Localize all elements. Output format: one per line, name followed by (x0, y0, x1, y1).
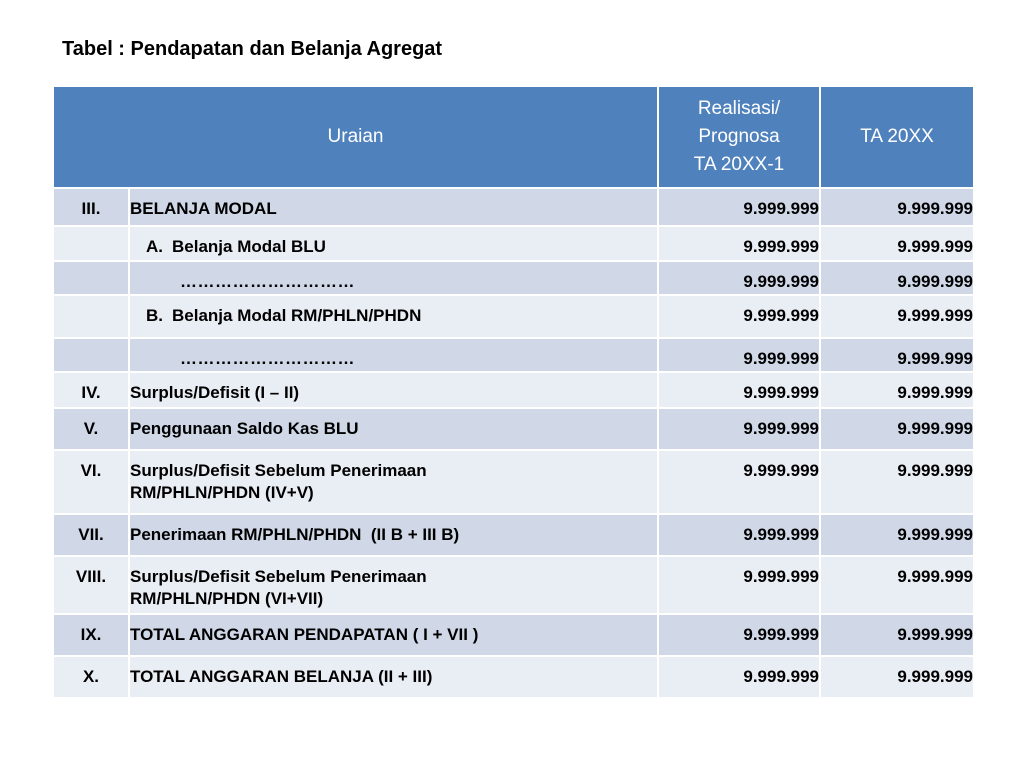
row-ta: 9.999.999 (820, 226, 974, 261)
row-number (53, 261, 129, 295)
row-label: Surplus/Defisit (I – II) (129, 372, 658, 408)
row-number: VII. (53, 514, 129, 556)
row-ta: 9.999.999 (820, 261, 974, 295)
row-realisasi: 9.999.999 (658, 338, 820, 372)
row-ta: 9.999.999 (820, 408, 974, 450)
row-sub-marker: B. (146, 306, 163, 325)
row-label: TOTAL ANGGARAN PENDAPATAN ( I + VII ) (129, 614, 658, 656)
row-label: TOTAL ANGGARAN BELANJA (II + III) (129, 656, 658, 698)
header-realisasi-line1: Realisasi/ (697, 98, 781, 119)
header-ta: TA 20XX (820, 86, 974, 188)
row-number: IX. (53, 614, 129, 656)
row-sub-marker: A. (146, 237, 163, 256)
row-number: III. (53, 188, 129, 226)
table-row (53, 556, 974, 614)
row-number (53, 295, 129, 338)
row-ta: 9.999.999 (820, 372, 974, 408)
page-title: Tabel : Pendapatan dan Belanja Agregat (62, 38, 443, 60)
row-label (129, 295, 658, 338)
row-label-line1: Surplus/Defisit Sebelum Penerimaan (130, 567, 427, 586)
table-row (53, 372, 974, 408)
row-label-line2: RM/PHLN/PHDN (VI+VII) (130, 589, 324, 608)
table-row (53, 408, 974, 450)
row-realisasi: 9.999.999 (658, 188, 820, 226)
header-uraian: Uraian (53, 86, 658, 188)
row-realisasi: 9.999.999 (658, 514, 820, 556)
row-number (53, 226, 129, 261)
row-label-text: Belanja Modal RM/PHLN/PHDN (172, 306, 422, 325)
row-label-text: Belanja Modal BLU (172, 237, 326, 256)
row-ta: 9.999.999 (820, 556, 974, 614)
table-row (53, 295, 974, 338)
row-label: Penerimaan RM/PHLN/PHDN (II B + III B) (129, 514, 658, 556)
row-realisasi: 9.999.999 (658, 226, 820, 261)
row-ta: 9.999.999 (820, 450, 974, 514)
row-realisasi: 9.999.999 (658, 614, 820, 656)
table-header-row (53, 86, 974, 188)
header-realisasi (658, 86, 820, 188)
row-ta: 9.999.999 (820, 188, 974, 226)
row-label: BELANJA MODAL (129, 188, 658, 226)
row-label: ………………………… (129, 261, 658, 295)
row-number: IV. (53, 372, 129, 408)
row-ta: 9.999.999 (820, 338, 974, 372)
row-label (129, 556, 658, 614)
aggregate-table (52, 85, 975, 699)
row-ta: 9.999.999 (820, 514, 974, 556)
row-number: X. (53, 656, 129, 698)
table-row (53, 614, 974, 656)
row-number: V. (53, 408, 129, 450)
row-number: VIII. (53, 556, 129, 614)
table-row (53, 656, 974, 698)
row-ta: 9.999.999 (820, 656, 974, 698)
row-realisasi: 9.999.999 (658, 656, 820, 698)
header-realisasi-line3: TA 20XX-1 (693, 154, 785, 175)
table-row (53, 261, 974, 295)
row-realisasi: 9.999.999 (658, 261, 820, 295)
row-number: VI. (53, 450, 129, 514)
row-label: Penggunaan Saldo Kas BLU (129, 408, 658, 450)
row-ta: 9.999.999 (820, 295, 974, 338)
table-row (53, 514, 974, 556)
row-label-line1: Surplus/Defisit Sebelum Penerimaan (130, 461, 427, 480)
row-label: ………………………… (129, 338, 658, 372)
row-label-line2: RM/PHLN/PHDN (IV+V) (130, 483, 314, 502)
table-row (53, 338, 974, 372)
row-number (53, 338, 129, 372)
row-label (129, 450, 658, 514)
table-row (53, 188, 974, 226)
row-realisasi: 9.999.999 (658, 556, 820, 614)
row-ta: 9.999.999 (820, 614, 974, 656)
row-realisasi: 9.999.999 (658, 372, 820, 408)
row-label (129, 226, 658, 261)
header-realisasi-line2: Prognosa (698, 126, 780, 147)
row-realisasi: 9.999.999 (658, 408, 820, 450)
row-realisasi: 9.999.999 (658, 295, 820, 338)
table-row (53, 226, 974, 261)
table-row (53, 450, 974, 514)
row-realisasi: 9.999.999 (658, 450, 820, 514)
